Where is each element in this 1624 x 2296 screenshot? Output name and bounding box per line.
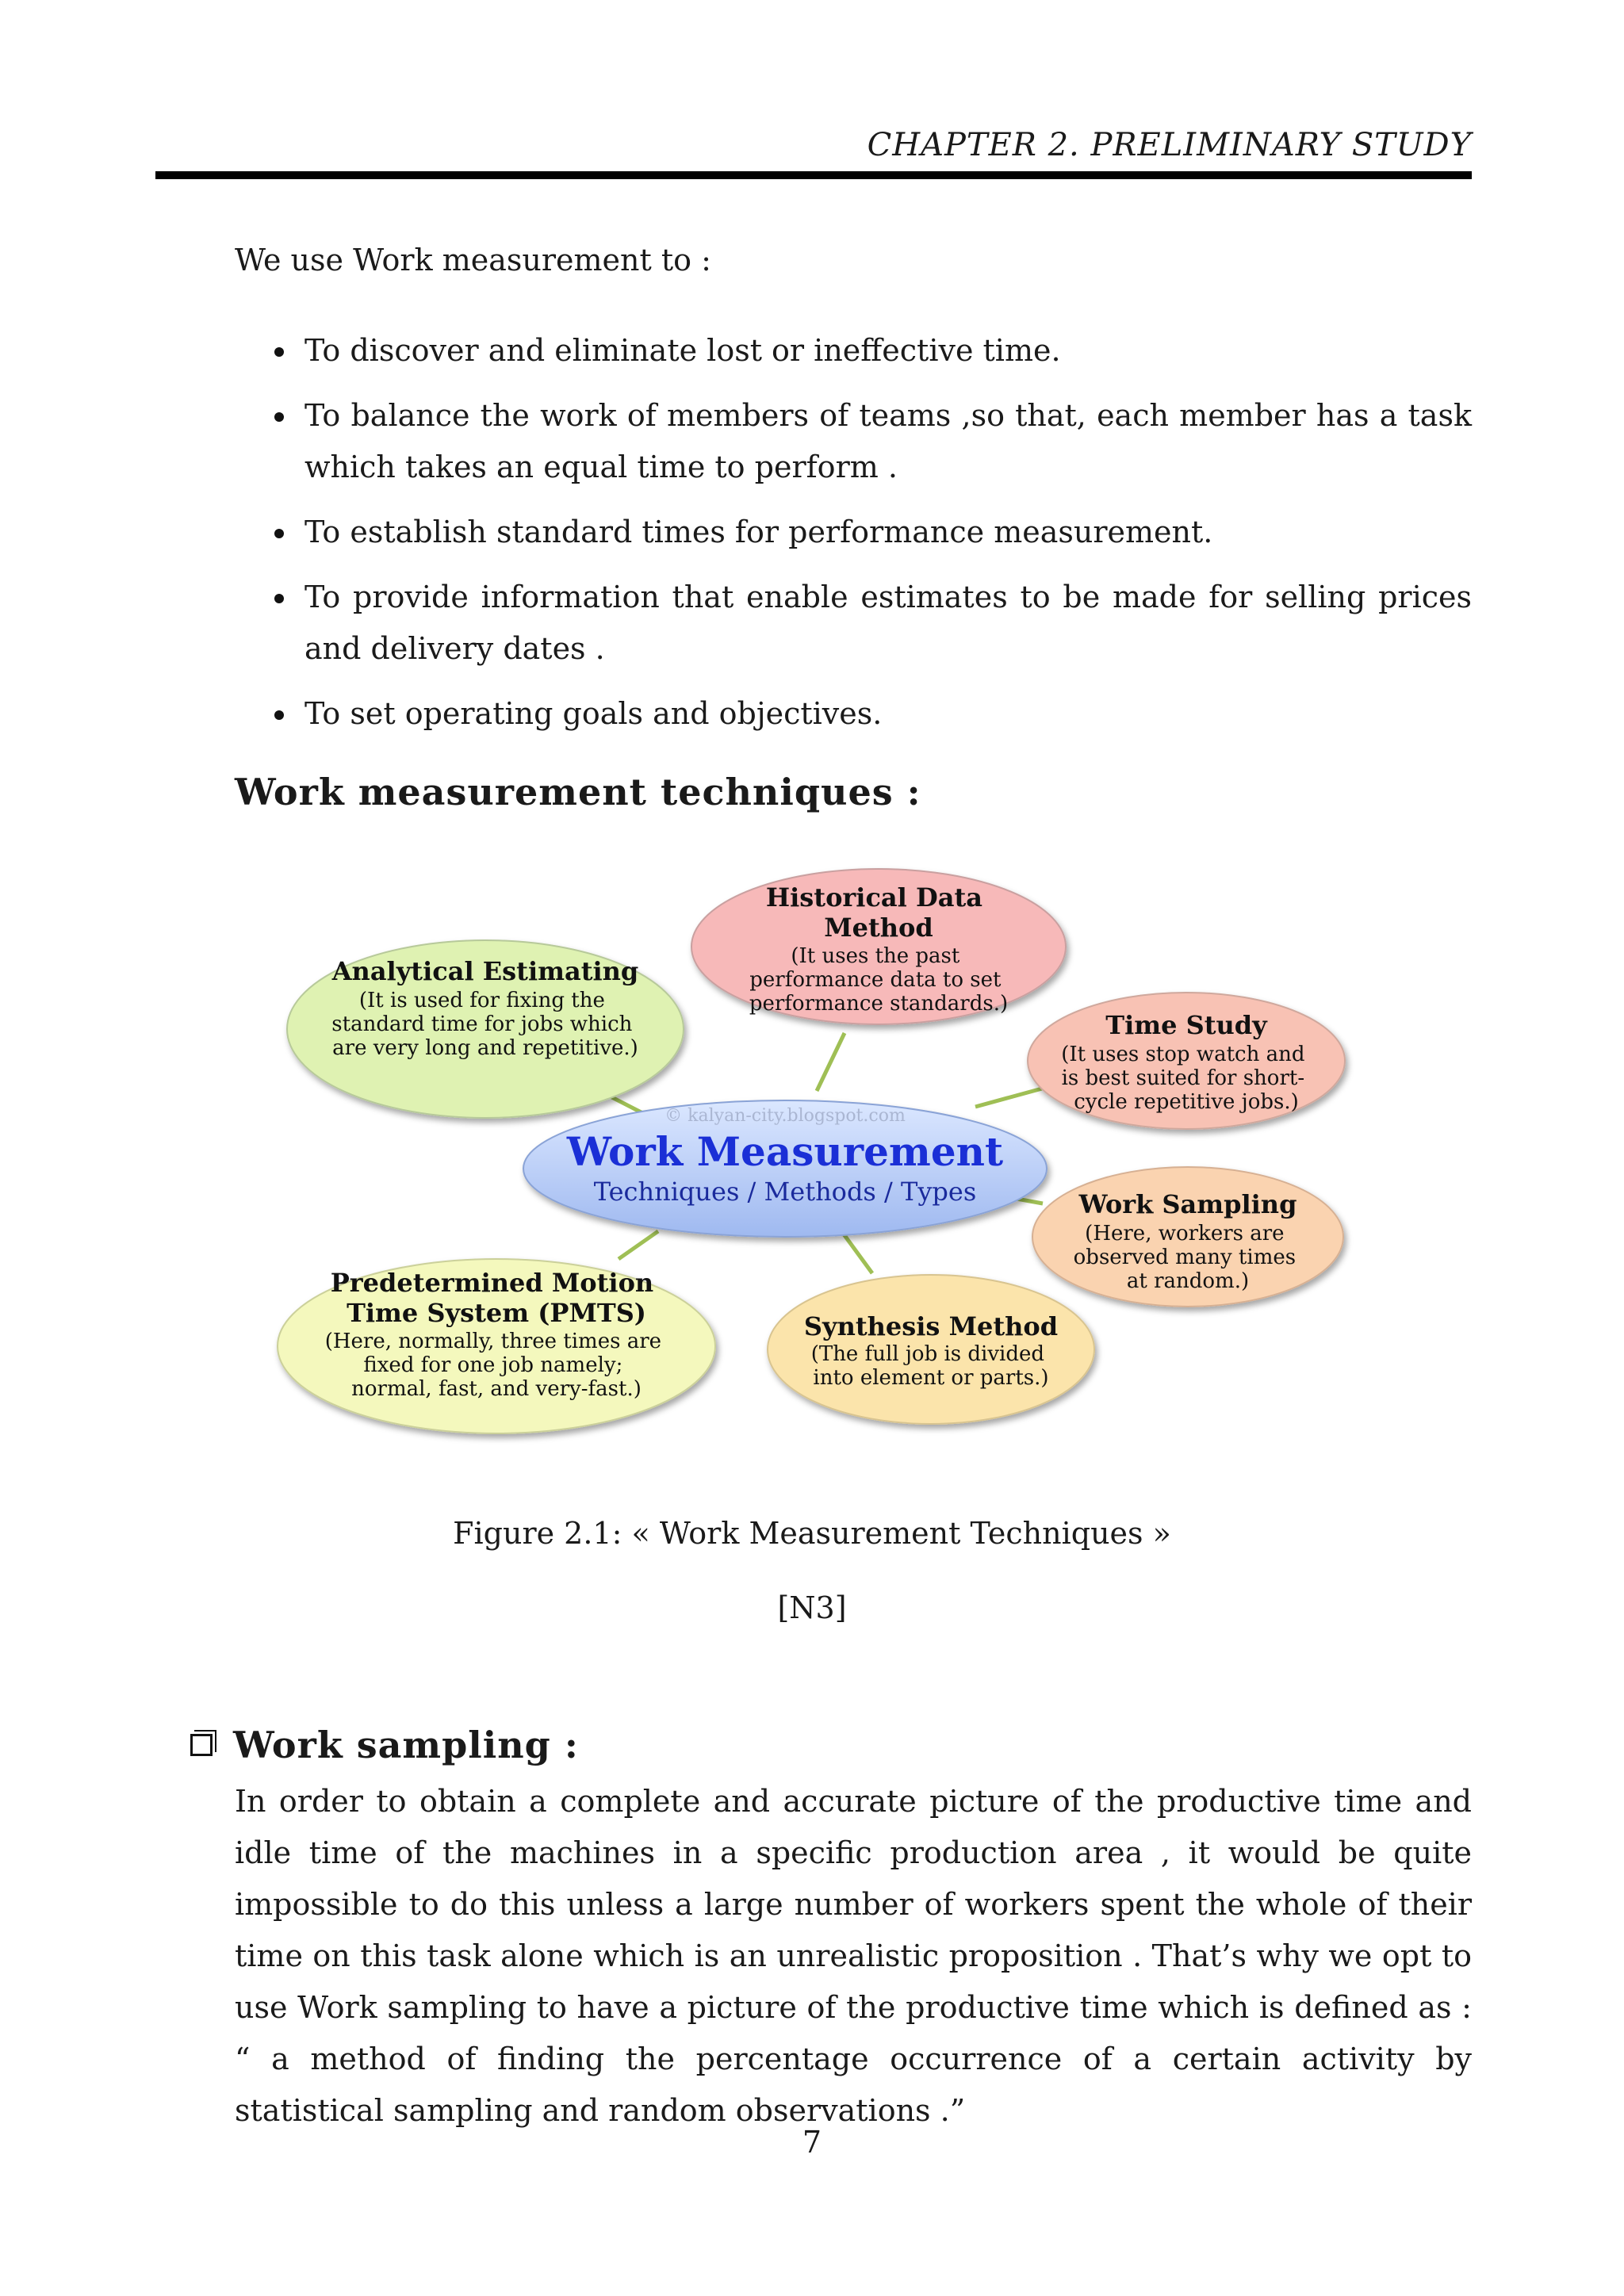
bullet-item: To discover and eliminate lost or ineffective time. — [235, 325, 1472, 377]
svg-text:Analytical Estimating: Analytical Estimating — [331, 956, 639, 986]
svg-text:(It uses the past perf: (It uses the past performance data to set performance standards.) — [749, 944, 1009, 1016]
node-time-study — [1028, 993, 1345, 1129]
running-header: CHAPTER 2. PRELIMINARY STUDY — [867, 127, 1472, 163]
svg-text:(Here, workers are obs: (Here, workers are observed many times at random.) — [1073, 1222, 1297, 1293]
bullet-dot-icon — [274, 347, 284, 357]
node-pmts — [278, 1259, 715, 1433]
work-measurement-diagram — [262, 855, 1364, 1473]
svg-text:(It uses stop watch and: (It uses stop watch and is best suited for short- cycle repetitive jobs.) — [1061, 1043, 1305, 1114]
bullet-item: To establish standard times for performance measurement. — [235, 507, 1472, 558]
header-rule — [155, 171, 1472, 179]
center-title: Work Measurement — [566, 1128, 1004, 1175]
svg-text:Synthesis Method: Synthesis Method — [803, 1311, 1059, 1341]
bullet-list — [235, 325, 1472, 753]
page-number: 7 — [802, 2125, 822, 2160]
bullet-item: To provide information that enable estimates to be made for selling prices and delivery dates . — [235, 572, 1472, 675]
bullet-item: To set operating goals and objectives. — [235, 688, 1472, 740]
svg-text:(The full job is divided: (The full job is divided into element or parts.) — [810, 1342, 1049, 1390]
checkbox-square-icon — [190, 1734, 213, 1756]
figure-reference: [N3] — [777, 1590, 847, 1625]
bullet-dot-icon — [274, 710, 284, 720]
bullet-dot-icon — [274, 529, 284, 538]
figure-caption: Figure 2.1: « Work Measurement Techniques » — [453, 1516, 1171, 1551]
node-work-measurement-center — [523, 1100, 1047, 1237]
svg-text:Historical Data Method: Historical Data Method — [765, 882, 982, 943]
svg-text:(It is used for fixing the: (It is used for fixing the standard time for jobs which are very long and repetitive.) — [331, 989, 638, 1060]
svg-text:Predetermined Motion T: Predetermined Motion Time System (PMTS) — [330, 1268, 654, 1328]
bullet-dot-icon — [274, 412, 284, 422]
work-sampling-heading: Work sampling : — [190, 1724, 579, 1766]
node-analytical-estimating — [287, 940, 684, 1118]
intro-text: We use Work measurement to : — [235, 243, 711, 277]
svg-text:Work Sampling: Work Sampling — [1078, 1189, 1297, 1219]
work-sampling-paragraph: In order to obtain a complete and accurate picture of the productive time and idle time of the machines in a specific production area , it would be quite impossible to do this unless a large number of workers spent the whole of their time on this task alone which is an unrealistic proposition . That’s why we opt to use Work sampling to have a picture of the productive time which is defined as : “ a method of finding the percentage occurrence of a certain activity by statistical sampling and random observations .” — [235, 1784, 1472, 2128]
node-work-sampling — [1032, 1167, 1343, 1307]
svg-text:Time Study: Time Study — [1105, 1010, 1267, 1040]
watermark-text: © kalyan-city.blogspot.com — [665, 1106, 906, 1126]
bullet-item: To balance the work of members of teams ,so that, each member has a task which takes an equal time to perform . — [235, 390, 1472, 493]
bullet-dot-icon — [274, 594, 284, 603]
center-subtitle: Techniques / Methods / Types — [593, 1177, 977, 1207]
section-title: Work measurement techniques : — [235, 771, 921, 813]
svg-text:(Here, normally, three times a: (Here, normally, three times are fixed for one job namely; normal, fast, and very-fast.) — [324, 1330, 662, 1401]
node-synthesis-method — [768, 1275, 1094, 1424]
node-historical — [691, 869, 1066, 1024]
